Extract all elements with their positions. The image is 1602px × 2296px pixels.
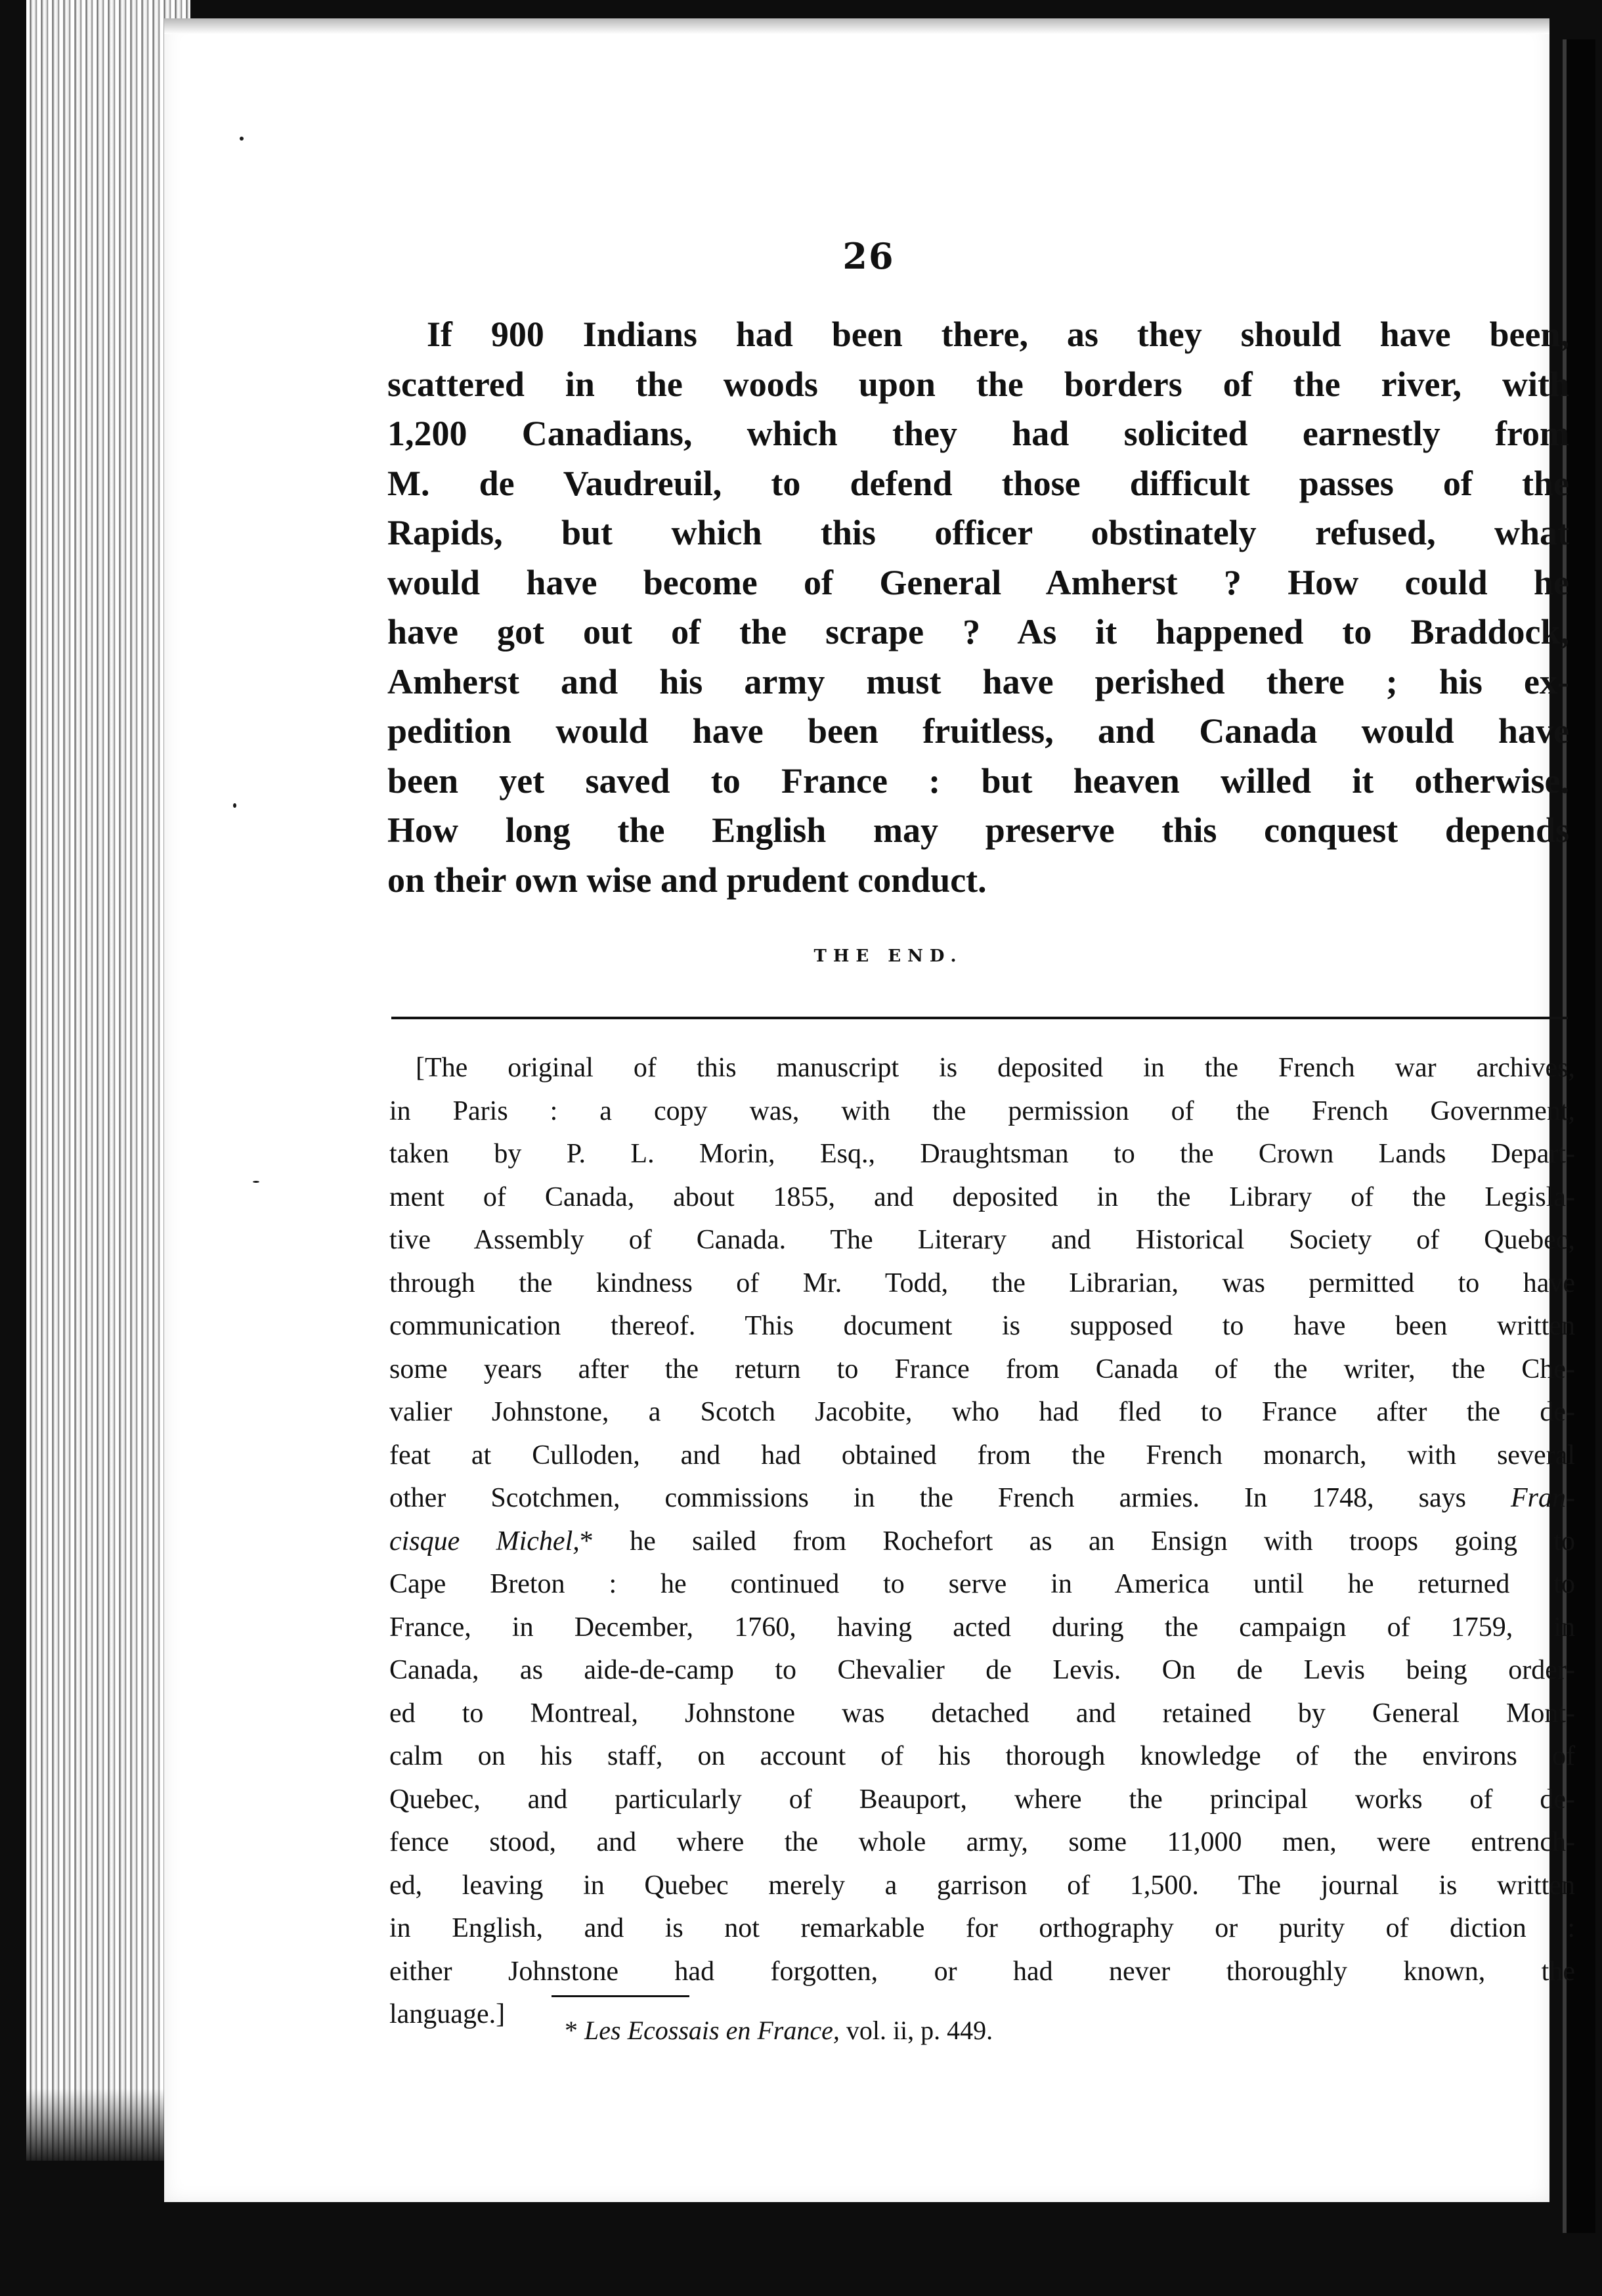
note-line: tive Assembly of Canada. The Literary and Historical Society of Quebec, [389,1225,1575,1255]
page-number: 26 [842,235,895,277]
note-line-text: other Scotchmen, commissions in the French armies. In 1748, says [389,1483,1466,1513]
scan-speck [253,1181,259,1183]
paragraph-line: pedition would have been fruitless, and Canada would have [387,711,1569,751]
book-page [164,18,1576,2202]
note-line: in English, and is not remarkable for orthography or purity of diction : [389,1913,1575,1943]
main-paragraph [387,310,1569,905]
footnote-reference: vol. ii, p. 449. [846,2016,993,2045]
note-line: valier Johnstone, a Scotch Jacobite, who had fled to France after the de- [389,1397,1575,1427]
paragraph-line: If 900 Indians had been there, as they should have been, [427,315,1569,354]
paragraph-line: Amherst and his army must have perished there ; his ex- [387,661,1569,701]
paragraph-line: M. de Vaudreuil, to defend those difficult passes of the [387,463,1569,503]
editorial-note [389,1047,1575,2037]
note-line: either Johnstone had forgotten, or had never thoroughly known, the [389,1956,1575,1987]
paragraph-line: scattered in the woods upon the borders of the river, with [387,364,1569,404]
scan-speck [233,803,236,808]
note-line-text: * he sailed from Rochefort as an Ensign with troops going to [579,1526,1575,1556]
note-line: [The original of this manuscript is deposited in the French war archives, [416,1053,1575,1083]
note-line: communication thereof. This document is supposed to have been written [389,1311,1575,1341]
note-italic-author-cont: cisque Michel, [389,1526,580,1556]
paragraph-line: Rapids, but which this officer obstinately refused, what [387,513,1569,552]
note-line: calm on his staff, on account of his thorough knowledge of the environs of [389,1741,1575,1771]
footnote [565,2015,993,2046]
note-line: ment of Canada, about 1855, and deposited in the Library of the Legisla- [389,1181,1575,1212]
note-line: ed to Montreal, Johnstone was detached and retained by General Mont- [389,1698,1575,1729]
note-line: Quebec, and particularly of Beauport, where the principal works of de- [389,1784,1575,1815]
paragraph-line: 1,200 Canadians, which they had solicited earnestly from [387,414,1569,453]
note-line [389,1477,1575,1520]
scan-speck [240,137,244,141]
paragraph-line: would have become of General Amherst ? How could he [387,562,1569,602]
note-italic-author: Fran- [1511,1483,1576,1513]
page-top-shadow [164,18,1549,34]
section-rule [391,1017,1568,1019]
the-end-label: THE END. [813,946,963,966]
paragraph-line: have got out of the scrape ? As it happened to Braddock, [387,612,1569,651]
paragraph-line: on their own wise and prudent conduct. [387,860,987,900]
note-line: language.] [389,1999,506,2029]
note-line: Canada, as aide-de-camp to Chevalier de Levis. On de Levis being order- [389,1655,1575,1685]
note-line: Cape Breton : he continued to serve in America until he returned to [389,1569,1575,1599]
note-line: fence stood, and where the whole army, some 11,000 men, were entrench- [389,1827,1575,1857]
note-line: taken by P. L. Morin, Esq., Draughtsman to the Crown Lands Depart- [389,1139,1575,1169]
note-line: in Paris : a copy was, with the permission of the French Government, [389,1095,1575,1126]
note-line: France, in December, 1760, having acted during the campaign of 1759, in [389,1612,1575,1643]
footnote-title: Les Ecossais en France, [584,2016,840,2045]
footnote-rule [552,1995,689,1997]
note-line: feat at Culloden, and had obtained from the French monarch, with several [389,1440,1575,1470]
note-line: through the kindness of Mr. Todd, the Librarian, was permitted to have [389,1268,1575,1298]
note-line [389,1520,1575,1564]
paragraph-line: How long the English may preserve this conquest depends [387,810,1569,850]
note-line: some years after the return to France from Canada of the writer, the Che- [389,1354,1575,1384]
note-line: ed, leaving in Quebec merely a garrison of 1,500. The journal is written [389,1870,1575,1901]
footnote-marker: * [565,2016,578,2045]
paragraph-line: been yet saved to France : but heaven willed it otherwise. [387,761,1569,801]
